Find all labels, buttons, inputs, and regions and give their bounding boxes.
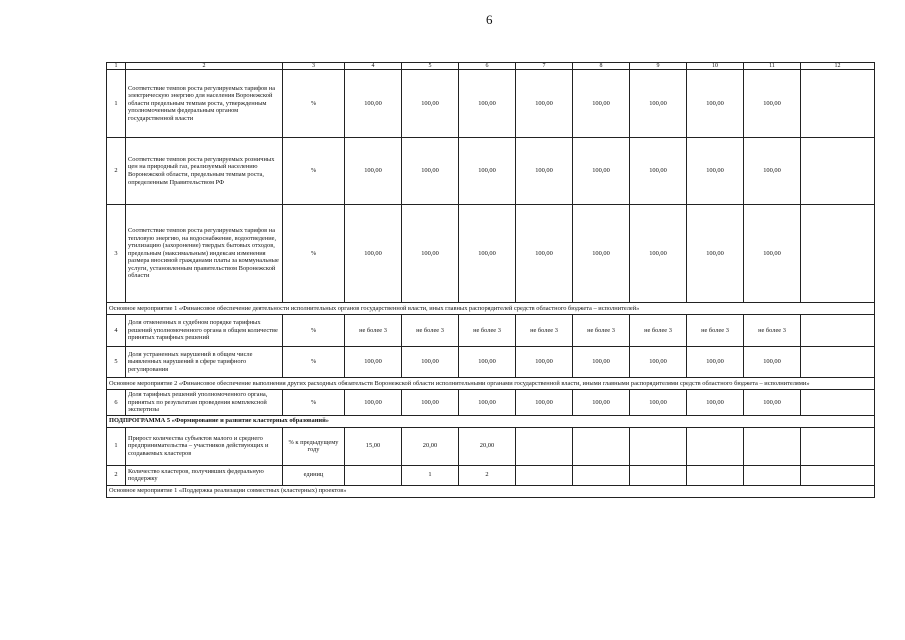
header-cell: 1 — [107, 63, 126, 70]
unit-cell: единиц — [283, 465, 345, 485]
section-row — [107, 485, 875, 497]
indicator-name: Доля устраненных нарушений в общем числе выявленных нарушений в сфере тарифного регулирования — [126, 347, 283, 378]
unit-cell: % — [283, 138, 345, 205]
value-cell: 100,00 — [630, 347, 687, 378]
header-cell: 3 — [283, 63, 345, 70]
value-cell: 15,00 — [345, 427, 402, 465]
empty-cell — [801, 427, 875, 465]
table-row — [107, 347, 875, 378]
value-cell — [630, 427, 687, 465]
value-cell: 100,00 — [345, 390, 402, 416]
value-cell: не более 3 — [744, 315, 801, 347]
table-row — [107, 138, 875, 205]
value-cell — [573, 465, 630, 485]
value-cell: 100,00 — [402, 390, 459, 416]
value-cell: 100,00 — [687, 205, 744, 303]
value-cell: 100,00 — [402, 347, 459, 378]
value-cell: не более 3 — [345, 315, 402, 347]
value-cell: 100,00 — [744, 390, 801, 416]
value-cell: 100,00 — [516, 347, 573, 378]
header-cell: 10 — [687, 63, 744, 70]
section-title: Основное мероприятие 1 «Поддержка реализации совместных (кластерных) проектов» — [107, 485, 875, 497]
value-cell: 100,00 — [345, 70, 402, 138]
value-cell: 100,00 — [573, 205, 630, 303]
value-cell: 100,00 — [687, 347, 744, 378]
unit-cell: % — [283, 347, 345, 378]
value-cell: 100,00 — [630, 138, 687, 205]
value-cell: 100,00 — [402, 70, 459, 138]
header-cell: 12 — [801, 63, 875, 70]
row-number: 5 — [107, 347, 126, 378]
unit-cell: % к предыдущему году — [283, 427, 345, 465]
value-cell: 20,00 — [459, 427, 516, 465]
header-cell: 5 — [402, 63, 459, 70]
header-cell: 7 — [516, 63, 573, 70]
unit-cell: % — [283, 315, 345, 347]
row-number: 2 — [107, 138, 126, 205]
value-cell — [516, 427, 573, 465]
value-cell — [687, 465, 744, 485]
value-cell: 100,00 — [573, 390, 630, 416]
row-number: 4 — [107, 315, 126, 347]
empty-cell — [801, 465, 875, 485]
value-cell: 100,00 — [402, 205, 459, 303]
header-cell: 9 — [630, 63, 687, 70]
section-row — [107, 378, 875, 390]
value-cell: 100,00 — [744, 70, 801, 138]
header-cell: 11 — [744, 63, 801, 70]
table-row — [107, 205, 875, 303]
value-cell: 100,00 — [459, 138, 516, 205]
value-cell: 100,00 — [573, 70, 630, 138]
row-number: 1 — [107, 70, 126, 138]
empty-cell — [801, 205, 875, 303]
value-cell: 100,00 — [744, 347, 801, 378]
value-cell: 100,00 — [402, 138, 459, 205]
value-cell: 100,00 — [687, 138, 744, 205]
value-cell — [573, 427, 630, 465]
value-cell: не более 3 — [402, 315, 459, 347]
section-row — [107, 415, 875, 427]
empty-cell — [801, 390, 875, 416]
value-cell: 100,00 — [345, 138, 402, 205]
value-cell: 100,00 — [345, 347, 402, 378]
unit-cell: % — [283, 205, 345, 303]
indicator-name: Соответствие темпов роста регулируемых розничных цен на природный газ, реализуемый населению Воронежской области, предельным темпам роста, определенным Правительством РФ — [126, 138, 283, 205]
header-row — [107, 63, 875, 70]
value-cell: 100,00 — [516, 138, 573, 205]
value-cell: 100,00 — [687, 70, 744, 138]
value-cell — [744, 465, 801, 485]
indicator-name: Соответствие темпов роста регулируемых тарифов на электрическую энергию для населения Воронежской области предельным темпам роста, утвержденным уполномоченным федеральным органом государственной власти — [126, 70, 283, 138]
value-cell: 100,00 — [630, 205, 687, 303]
header-cell: 8 — [573, 63, 630, 70]
value-cell: не более 3 — [516, 315, 573, 347]
page-number: 6 — [486, 12, 493, 27]
empty-cell — [801, 347, 875, 378]
value-cell: не более 3 — [573, 315, 630, 347]
section-title: ПОДПРОГРАММА 5 «Формирование и развитие кластерных образований» — [107, 415, 875, 427]
value-cell — [516, 465, 573, 485]
header-cell: 6 — [459, 63, 516, 70]
indicator-name: Соответствие темпов роста регулируемых тарифов на тепловую энергию, на водоснабжение, водоотведение, утилизацию (захоронение) твердых бытовых отходов, предельным (максимальным) индексам изменения размера вносимой гражданами платы за коммунальные услуги, установленным правительством Воронежской области — [126, 205, 283, 303]
value-cell — [744, 427, 801, 465]
value-cell — [630, 465, 687, 485]
value-cell: 100,00 — [573, 347, 630, 378]
row-number: 3 — [107, 205, 126, 303]
value-cell: 100,00 — [459, 390, 516, 416]
indicator-name: Доля тарифных решений уполномоченного органа, принятых по результатам проведения комплексной экспертизы — [126, 390, 283, 416]
value-cell: 100,00 — [516, 205, 573, 303]
empty-cell — [801, 70, 875, 138]
table-row — [107, 315, 875, 347]
value-cell: 100,00 — [459, 70, 516, 138]
unit-cell: % — [283, 70, 345, 138]
value-cell: 100,00 — [630, 390, 687, 416]
indicator-name: Количество кластеров, получивших федеральную поддержку — [126, 465, 283, 485]
value-cell: 100,00 — [516, 390, 573, 416]
value-cell: не более 3 — [630, 315, 687, 347]
unit-cell: % — [283, 390, 345, 416]
row-number: 6 — [107, 390, 126, 416]
value-cell: 100,00 — [516, 70, 573, 138]
value-cell: 1 — [402, 465, 459, 485]
indicators-table — [106, 62, 875, 498]
section-title: Основное мероприятие 1 «Финансовое обеспечение деятельности исполнительных органов государственной власти, иных главных распорядителей средств областного бюджета – исполнителей» — [107, 303, 875, 315]
value-cell — [345, 465, 402, 485]
table-row — [107, 427, 875, 465]
value-cell: 100,00 — [744, 138, 801, 205]
value-cell — [687, 427, 744, 465]
table-row — [107, 465, 875, 485]
table-row — [107, 70, 875, 138]
row-number: 1 — [107, 427, 126, 465]
value-cell: 100,00 — [744, 205, 801, 303]
value-cell: 100,00 — [345, 205, 402, 303]
row-number: 2 — [107, 465, 126, 485]
value-cell: 100,00 — [459, 347, 516, 378]
section-row — [107, 303, 875, 315]
value-cell: 2 — [459, 465, 516, 485]
table-row — [107, 390, 875, 416]
empty-cell — [801, 138, 875, 205]
value-cell: 20,00 — [402, 427, 459, 465]
indicator-name: Прирост количества субъектов малого и среднего предпринимательства – участников действующих и создаваемых кластеров — [126, 427, 283, 465]
empty-cell — [801, 315, 875, 347]
indicator-name: Доля отмененных в судебном порядке тарифных решений уполномоченного органа в общем количестве принятых тарифных решений — [126, 315, 283, 347]
value-cell: 100,00 — [630, 70, 687, 138]
header-cell: 2 — [126, 63, 283, 70]
header-cell: 4 — [345, 63, 402, 70]
value-cell: не более 3 — [459, 315, 516, 347]
section-title: Основное мероприятие 2 «Финансовое обеспечение выполнения других расходных обязательств Воронежской области исполнительными органами государственной власти, иными главными распорядителями средств областного бюджета – исполнителями» — [107, 378, 875, 390]
value-cell: не более 3 — [687, 315, 744, 347]
value-cell: 100,00 — [687, 390, 744, 416]
value-cell: 100,00 — [573, 138, 630, 205]
value-cell: 100,00 — [459, 205, 516, 303]
